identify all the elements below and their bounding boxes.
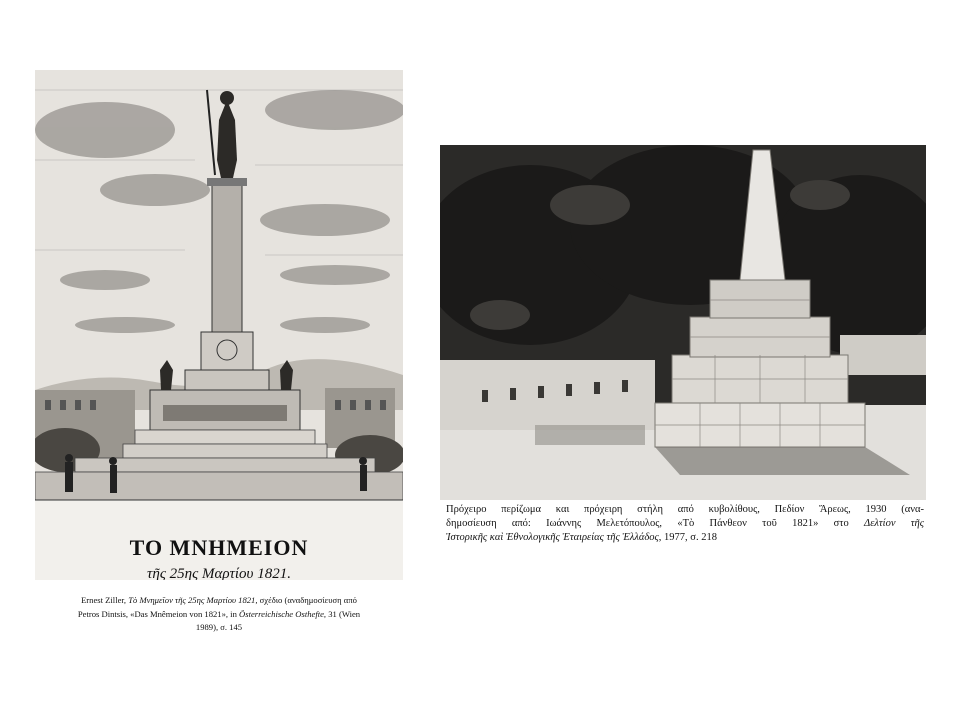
caption-text: , σχέδιο (αναδημοσίευση από [255,595,357,605]
caption-line [44,594,394,608]
caption-author: Ernest Ziller, [81,595,129,605]
caption-journal-title: Österreichische Osthefte [239,608,324,619]
caption-line [44,608,394,622]
monument-engraving-figure [35,70,403,580]
caption-work-title: Τὸ Μνημεῖον τῆς 25ης Μαρτίου 1821 [128,595,256,605]
caption-text: Petros Dintsis, «Das Mnêmeion von 1821», in [77,608,240,619]
caption-journal-title: Ἱστορικῆς καὶ Ἐθνολογικῆς Ἑταιρείας τῆς Ἑλλάδος [446,532,659,543]
caption-journal-title: Δελτίον τῆς [864,518,925,529]
caption-text: , 31 (Wien [323,608,361,619]
caption-line: 1989), σ. 145 [195,622,243,632]
right-figure-caption [446,503,924,545]
caption-line [446,517,924,531]
plate-title: ΤΟ ΜΝΗΜΕΙΟΝ [129,535,309,560]
stone-pillar-photo-image [440,145,926,500]
monument-engraving-image [35,70,403,580]
caption-line [446,531,924,545]
caption-line: Πρόχειρο περίζωμα και πρόχειρη στήλη από κυβολίθους, Πεδίον Ἄρεως, 1930 (ανα- [446,504,924,515]
plate-subtitle: τῆς 25ης Μαρτίου 1821. [147,566,291,580]
stone-pillar-photo-figure [440,145,926,500]
caption-text: δημοσίευση από: Ιωάννης Μελετόπουλος, «Τὸ Πάνθεον τοῦ 1821» στο [446,518,865,529]
caption-text: , 1977, σ. 218 [658,532,717,543]
left-figure-caption [44,594,394,635]
